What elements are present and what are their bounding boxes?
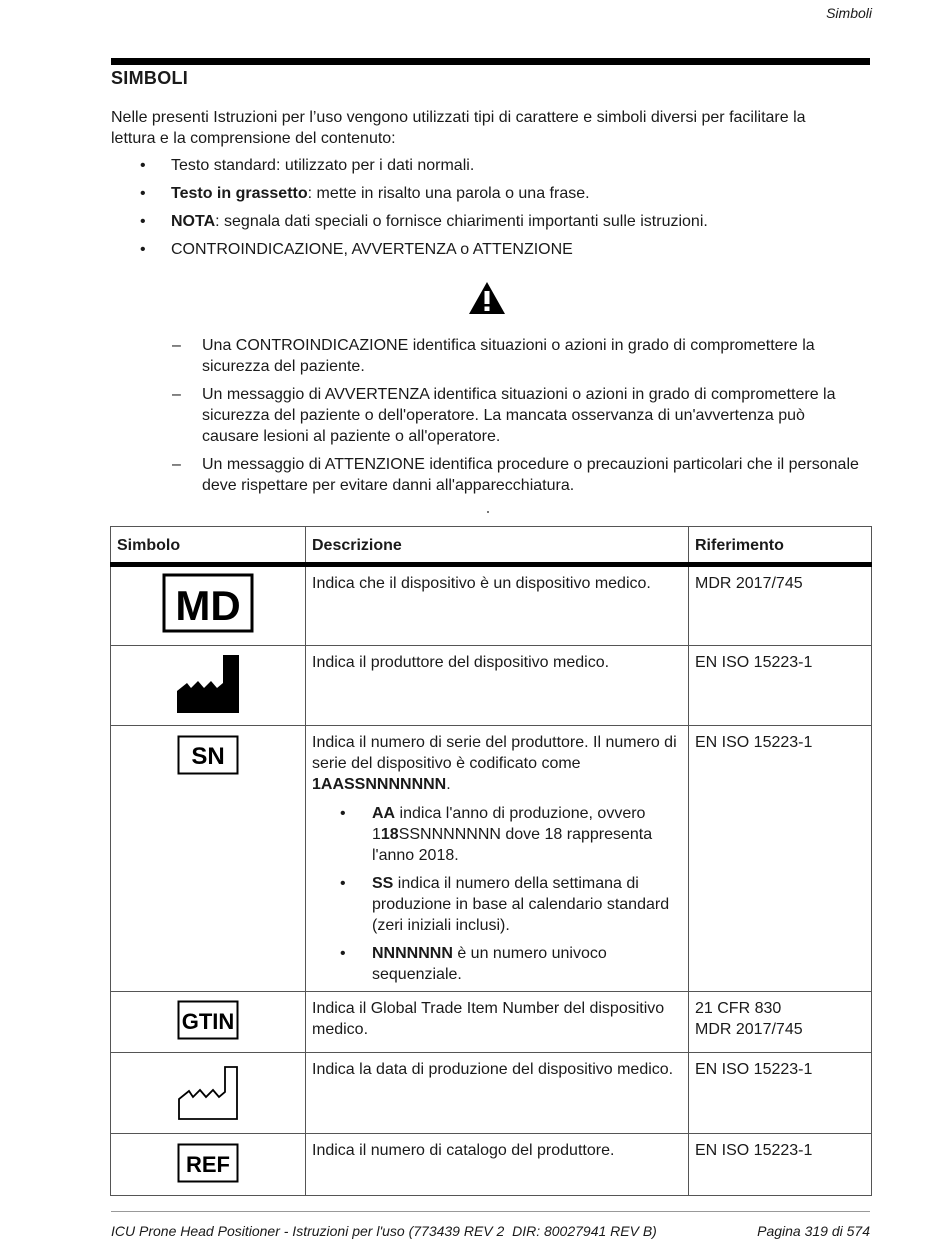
list-item bbox=[340, 803, 682, 866]
list-item: – Un messaggio di AVVERTENZA identifica situazioni o azioni in grado di compromettere la sicurezza del paziente o dell'operatore. La mancata osservanza di un'avvertenza può causare lesioni al paziente o all'operatore. bbox=[172, 384, 862, 447]
description-cell: Indica il Global Trade Item Number del dispositivo medico. bbox=[306, 992, 689, 1053]
header-reference: Riferimento bbox=[689, 527, 872, 565]
description-cell bbox=[306, 726, 689, 992]
warning-triangle-icon bbox=[468, 281, 506, 315]
symbol-cell bbox=[111, 565, 306, 646]
list-item bbox=[140, 183, 860, 204]
code-part: SS bbox=[372, 875, 394, 892]
table-row bbox=[111, 646, 872, 726]
code-example: 18 bbox=[380, 826, 399, 843]
page-number: Pagina 319 di 574 bbox=[757, 1223, 870, 1239]
reference-cell: MDR 2017/745 bbox=[689, 565, 872, 646]
serial-description: Indica il numero di serie del produttore. Il numero di serie del dispositivo è codificato come bbox=[312, 734, 677, 772]
list-item: – Una CONTROINDICAZIONE identifica situazioni o azioni in grado di compromettere la sicurezza del paziente. bbox=[172, 335, 862, 377]
symbols-table bbox=[110, 526, 872, 1196]
date-of-manufacture-icon bbox=[177, 1065, 239, 1121]
title-rule bbox=[111, 58, 870, 65]
serial-number-icon bbox=[177, 735, 239, 775]
list-item bbox=[140, 211, 860, 232]
running-header: Simboli bbox=[826, 5, 872, 21]
table-row bbox=[111, 1134, 872, 1196]
reference-line: 21 CFR 830 bbox=[695, 1000, 782, 1017]
symbol-cell bbox=[111, 646, 306, 726]
header-symbol: Simbolo bbox=[111, 527, 306, 565]
page-title: SIMBOLI bbox=[111, 68, 189, 88]
list-item bbox=[140, 239, 860, 260]
gtin-icon bbox=[177, 1000, 239, 1040]
table-row bbox=[111, 992, 872, 1053]
sn-symbol-label: SN bbox=[191, 743, 225, 770]
symbol-cell bbox=[111, 726, 306, 992]
reference-cell: EN ISO 15223-1 bbox=[689, 1134, 872, 1196]
list-item-text: : segnala dati speciali o fornisce chiarimenti importanti sulle istruzioni. bbox=[215, 213, 708, 230]
list-item-text: CONTROINDICAZIONE, AVVERTENZA o ATTENZIONE bbox=[171, 241, 573, 258]
code-part-text: indica l'anno di produzione, ovvero 1 bbox=[372, 805, 646, 843]
symbol-cell bbox=[111, 1053, 306, 1134]
code-part-text: indica il numero della settimana di produzione in base al calendario standard (zeri iniziali inclusi). bbox=[372, 875, 670, 934]
catalogue-number-icon bbox=[177, 1143, 239, 1183]
reference-cell: EN ISO 15223-1 bbox=[689, 1053, 872, 1134]
list-item-text: : mette in risalto una parola o una frase. bbox=[307, 185, 590, 202]
list-item-bold: Testo in grassetto bbox=[171, 185, 308, 202]
footer-rule bbox=[111, 1211, 870, 1212]
list-item-bold: NOTA bbox=[171, 213, 216, 230]
ref-symbol-label: REF bbox=[186, 1152, 230, 1177]
description-cell: Indica il produttore del dispositivo medico. bbox=[306, 646, 689, 726]
reference-line: MDR 2017/745 bbox=[695, 1021, 803, 1038]
description-cell: Indica il numero di catalogo del produttore. bbox=[306, 1134, 689, 1196]
reference-cell: EN ISO 15223-1 bbox=[689, 646, 872, 726]
gtin-symbol-label: GTIN bbox=[181, 1009, 235, 1034]
manufacturer-icon bbox=[177, 655, 239, 713]
table-row bbox=[111, 726, 872, 992]
intro-paragraph: Nelle presenti Istruzioni per l’uso vengono utilizzati tipi di carattere e simboli diversi per facilitare la lettura e la comprensione del contenuto: bbox=[111, 109, 806, 147]
serial-code-list bbox=[340, 803, 682, 985]
list-item bbox=[140, 155, 860, 176]
warning-levels-list bbox=[172, 335, 862, 503]
serial-description-end: . bbox=[446, 776, 451, 793]
reference-cell: EN ISO 15223-1 bbox=[689, 726, 872, 992]
md-symbol-label: MD bbox=[175, 582, 241, 629]
header-description: Descrizione bbox=[306, 527, 689, 565]
style-list bbox=[140, 155, 860, 267]
code-part-text: è un numero univoco sequenziale. bbox=[372, 945, 607, 983]
list-item bbox=[340, 873, 682, 936]
description-cell: Indica la data di produzione del dispositivo medico. bbox=[306, 1053, 689, 1134]
serial-code: 1AASSNNNNNNN bbox=[312, 776, 447, 793]
code-part: AA bbox=[372, 805, 396, 822]
footer-document-title: ICU Prone Head Positioner - Istruzioni per l'uso (773439 REV 2 DIR: 80027941 REV B) bbox=[111, 1223, 657, 1239]
stray-dot bbox=[487, 511, 489, 513]
description-cell: Indica che il dispositivo è un dispositivo medico. bbox=[306, 565, 689, 646]
reference-cell bbox=[689, 992, 872, 1053]
table-row bbox=[111, 565, 872, 646]
list-item: – Un messaggio di ATTENZIONE identifica procedure o precauzioni particolari che il personale deve rispettare per evitare danni all'apparecchiatura. bbox=[172, 454, 862, 496]
code-part-text: SSNNNNNNN dove 18 rappresenta l'anno 2018. bbox=[372, 826, 653, 864]
list-item-text: Testo standard: utilizzato per i dati normali. bbox=[171, 157, 475, 174]
table-row bbox=[111, 1053, 872, 1134]
table-header-row bbox=[111, 527, 872, 565]
symbol-cell bbox=[111, 992, 306, 1053]
code-part: NNNNNNN bbox=[372, 945, 453, 962]
symbol-cell bbox=[111, 1134, 306, 1196]
list-item bbox=[340, 943, 682, 985]
medical-device-icon bbox=[162, 573, 254, 633]
